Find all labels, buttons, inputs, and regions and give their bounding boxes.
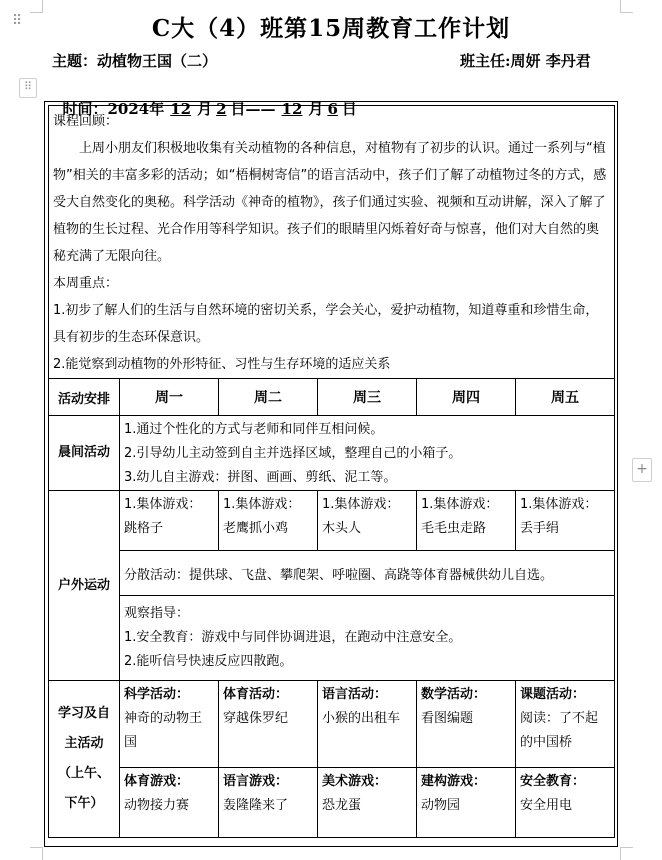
day-header: 周二 — [219, 379, 318, 416]
day-header: 周一 — [120, 379, 219, 416]
activity-cell[interactable] — [219, 681, 318, 768]
activity-title: 建构游戏： — [421, 774, 487, 789]
activity-title: 课题活动： — [520, 687, 586, 702]
activity-cell[interactable] — [516, 681, 615, 768]
observation-item: 2.能听信号快速反应四散跑。 — [124, 654, 293, 669]
activity-cell[interactable] — [516, 768, 615, 838]
activity-title: 科学活动： — [124, 687, 190, 702]
outdoor-game-cell[interactable] — [516, 491, 615, 551]
day-header: 周四 — [417, 379, 516, 416]
activity-title: 语言活动： — [322, 687, 388, 702]
scattered-activity: 分散活动：提供球、飞盘、攀爬架、呼啦圈、高跷等体育器械供幼儿自选。 — [124, 567, 554, 583]
activity-content: 动物园 — [421, 798, 461, 813]
outdoor-game-cell[interactable] — [318, 491, 417, 551]
activity-title: 体育游戏： — [124, 774, 190, 789]
activity-content: 穿越侏罗纪 — [223, 711, 289, 726]
day-header: 周五 — [516, 379, 615, 416]
review-cell[interactable] — [49, 106, 615, 379]
month-char: 月 — [197, 100, 213, 118]
observation-label: 观察指导： — [124, 606, 190, 621]
outdoor-game: 1.集体游戏：老鹰抓小鸡 — [223, 497, 301, 536]
theme-label: 主题：动植物王国（二） — [52, 52, 218, 70]
date-prefix: 时间：2024年 — [62, 100, 165, 118]
day-char: 日 — [341, 100, 357, 118]
plan-table — [48, 105, 615, 838]
observation-item: 1.安全教育：游戏中与同伴协调进退，在跑动中注意安全。 — [124, 630, 462, 645]
morning-cell[interactable] — [120, 416, 615, 491]
outdoor-game-cell[interactable] — [219, 491, 318, 551]
activity-cell[interactable] — [318, 681, 417, 768]
activity-cell[interactable] — [417, 681, 516, 768]
learning-label-line: （上午、 — [57, 766, 110, 781]
activity-content: 安全用电 — [520, 798, 573, 813]
outdoor-game: 1.集体游戏：毛毛虫走路 — [421, 497, 499, 536]
morning-line: 1.通过个性化的方式与老师和同伴互相问候。 — [124, 422, 384, 437]
activity-title: 安全教育： — [520, 774, 586, 789]
activity-content: 动物接力赛 — [124, 798, 190, 813]
morning-line: 3.幼儿自主游戏：拼图、画画、剪纸、泥工等。 — [124, 470, 397, 485]
table-move-handle[interactable]: ⠿ — [19, 78, 37, 98]
outdoor-game-cell[interactable] — [417, 491, 516, 551]
month-char: 月 — [308, 100, 324, 118]
start-day: 2 — [216, 100, 227, 118]
outdoor-game: 1.集体游戏：丢手绢 — [520, 497, 598, 536]
activity-cell[interactable] — [318, 768, 417, 838]
activity-content: 轰隆隆来了 — [223, 798, 289, 813]
activity-content: 小猴的出租车 — [322, 711, 401, 726]
activity-cell[interactable] — [120, 768, 219, 838]
learning-label-line: 主活动 — [64, 736, 104, 751]
morning-label: 晨间活动 — [49, 416, 120, 491]
outdoor-game-cell[interactable] — [120, 491, 219, 551]
learning-label — [49, 681, 120, 838]
drag-handle-icon[interactable]: ⠿ — [12, 13, 23, 29]
page-corner-mark — [30, 847, 43, 860]
review-label: 课程回顾： — [53, 114, 119, 129]
focus-item: 2.能觉察到动植物的外形特征、习性与生存环境的适应关系 — [53, 357, 391, 372]
add-column-button[interactable]: + — [632, 458, 652, 482]
morning-line: 2.引导幼儿主动签到自主并选择区域，整理自己的小箱子。 — [124, 446, 462, 461]
end-month: 12 — [281, 100, 303, 118]
start-month: 12 — [170, 100, 192, 118]
teacher-label: 班主任:周妍 李丹君 — [460, 52, 591, 70]
day-header: 周三 — [318, 379, 417, 416]
focus-label: 本周重点： — [53, 276, 119, 291]
outdoor-game: 1.集体游戏：木头人 — [322, 497, 400, 536]
activity-content: 恐龙蛋 — [322, 798, 362, 813]
page-corner-mark — [620, 847, 633, 860]
learning-label-line: 学习及自 — [57, 706, 110, 721]
date-separator: 日—— — [230, 100, 276, 118]
activity-title: 体育活动： — [223, 687, 289, 702]
observation-cell[interactable] — [120, 596, 615, 681]
focus-item: 1.初步了解人们的生活与自然环境的密切关系，学会关心，爱护动植物，知道尊重和珍惜生命，具有初步的生态环保意识。 — [53, 303, 599, 345]
activity-content: 阅读：了不起的中国桥 — [520, 711, 599, 750]
end-day: 6 — [327, 100, 338, 118]
activity-title: 语言游戏： — [223, 774, 289, 789]
review-text: 上周小朋友们积极地收集有关动植物的各种信息，对植物有了初步的认识。通过一系列与“植物”相关的丰富多彩的活动；如“梧桐树寄信”的语言活动中，孩子们了解了动植物过冬的方式，感受大自然变化的奥秘。科学活动《神奇的植物》，孩子们通过实验、视频和互动讲解，深入了解了植物的生长过程、光合作用等科学知识。孩子们的眼睛里闪烁着好奇与惊喜，他们对大自然的奥秘充满了无限向往。 — [53, 141, 607, 264]
outdoor-label: 户外运动 — [49, 491, 120, 681]
activity-title: 数学活动： — [421, 687, 487, 702]
activity-cell[interactable] — [219, 768, 318, 838]
outdoor-game: 1.集体游戏：跳格子 — [124, 497, 202, 536]
activity-content: 看图编题 — [421, 711, 474, 726]
activity-cell[interactable] — [417, 768, 516, 838]
activity-content: 神奇的动物王国 — [124, 711, 203, 750]
scattered-activity-cell[interactable] — [120, 551, 615, 596]
page-title: C大（4）班第15周教育工作计划 — [151, 15, 511, 42]
activity-cell[interactable] — [120, 681, 219, 768]
activity-title: 美术游戏： — [322, 774, 388, 789]
schedule-header-label: 活动安排 — [49, 379, 120, 416]
learning-label-line: 下午） — [64, 796, 104, 811]
